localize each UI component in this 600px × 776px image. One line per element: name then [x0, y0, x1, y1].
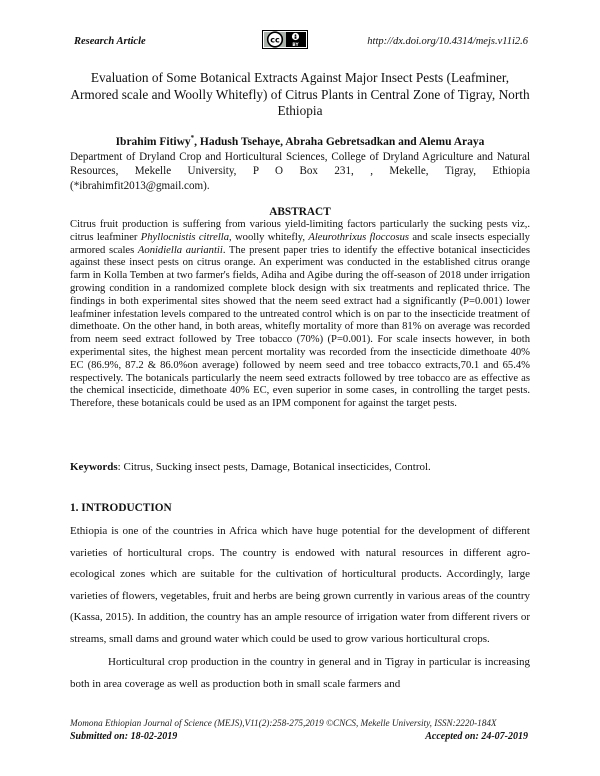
- article-type-label: Research Article: [74, 36, 146, 47]
- affiliation: Department of Dryland Crop and Horticultural Sciences, College of Dryland Agriculture and Natural Resources, Mekelle University, P O Box 231, , Mekelle, Tigray, Ethiopia (*ibrahimfit2013@gmail.com).: [70, 151, 530, 192]
- abstract-segment: Citrus fruit production is suffering from various yield-limiting factors particularly the sucking pests viz,. citrus leafminer: [70, 219, 530, 243]
- keywords-label: Keywords: [70, 461, 118, 473]
- intro-paragraph: Horticultural crop production in the country in general and in Tigray in particular is increasing both in area coverage as well as production both in small scale farmers and: [70, 656, 530, 690]
- submitted-date: Submitted on: 18-02-2019: [70, 731, 178, 742]
- abstract-segment: and scale insects especially armored scales: [70, 231, 530, 256]
- keywords: [70, 460, 530, 474]
- introduction-body: [70, 521, 530, 695]
- intro-paragraph: Ethiopia is one of the countries in Africa which have huge potential for the development of different varieties of horticultural crops. The country is endowed with natural resources in different agro-ecological zones which are suitable for the cultivation of horticultural products. Accordingly, large varieties of flowers, vegetables, fruit and herbs are being grown currently in various areas of the country (Kassa, 2015). In addition, the country has an ample resource of irrigation water from different rivers or streams, small dams and ground water which could be used to grow various horticultural crops.: [70, 525, 530, 645]
- abstract-segment: . The present paper tries to identify the effective botanical insecticides against these insect pests on citrus orange. An experiment was conducted in the established citrus orange farm in Kolla Temben at two farmer's fields, Adiha and Agibe during the off-season of 2018 under irrigation growing condition in a randomized complete block design with six treatments and replicated thrice. The findings in both experimental sites showed that the neem seed extract had a significantly (P=0.001) lower leafminer infestation levels compared to the untreated control which is on par to the insecticide treatment of dimethoate. On the other hand, in both areas, whitefly mortality of more than 81% on average was recorded from neem seed extract followed by Tree tobacco (70%) (P=0.001). For scale insects however, in both experimental sites, the highest mean percent mortality was recorded from the insecticide dimethoate 40% EC (86.9%, 87.2 & 86.0%on average) followed by neem seed and tree tobacco extracts,70.1 and 65.4% respectively. The botanicals particularly the neem seed extracts followed by tree tobacco are as effective as the chemical insecticide, dimethoate 40% EC, even superior in some cases, in controlling the target pests. Therefore, these botanicals could be used as an IPM component for against the target pests.: [70, 244, 530, 410]
- section-heading-introduction: 1. INTRODUCTION: [70, 502, 172, 514]
- abstract-segment: , woolly whitefly,: [229, 231, 309, 243]
- corresponding-mark: *: [190, 134, 195, 142]
- species-name: Phyllocnistis citrella: [140, 231, 230, 243]
- species-name: Aonidiella auriantii: [137, 244, 223, 256]
- accepted-date: Accepted on: 24-07-2019: [425, 731, 528, 742]
- cc-badge-text: cc: [270, 35, 280, 45]
- species-name: Aleurothrixus floccosus: [308, 231, 409, 243]
- first-author: Ibrahim Fitiwy: [115, 135, 191, 148]
- journal-citation: Momona Ethiopian Journal of Science (MEJS),V11(2):258-275,2019 ©CNCS, Mekelle University, ISSN:2220-184X: [70, 718, 497, 728]
- author-list: [70, 134, 530, 148]
- keywords-list: : Citrus, Sucking insect pests, Damage, Botanical insecticides, Control.: [117, 461, 431, 473]
- by-badge-text: BY: [292, 42, 299, 48]
- cc-by-icon: [262, 30, 308, 49]
- abstract-text: [70, 219, 530, 411]
- other-authors: , Hadush Tsehaye, Abraha Gebretsadkan and Alemu Araya: [194, 135, 485, 148]
- paper-title: Evaluation of Some Botanical Extracts Against Major Insect Pests (Leafminer, Armored scale and Woolly Whitefly) of Citrus Plants in Central Zone of Tigray, North Ethiopia: [70, 70, 530, 118]
- license-badge[interactable]: [262, 30, 308, 49]
- abstract-heading: ABSTRACT: [269, 206, 331, 218]
- doi-link[interactable]: http://dx.doi.org/10.4314/mejs.v11i2.6: [367, 36, 528, 47]
